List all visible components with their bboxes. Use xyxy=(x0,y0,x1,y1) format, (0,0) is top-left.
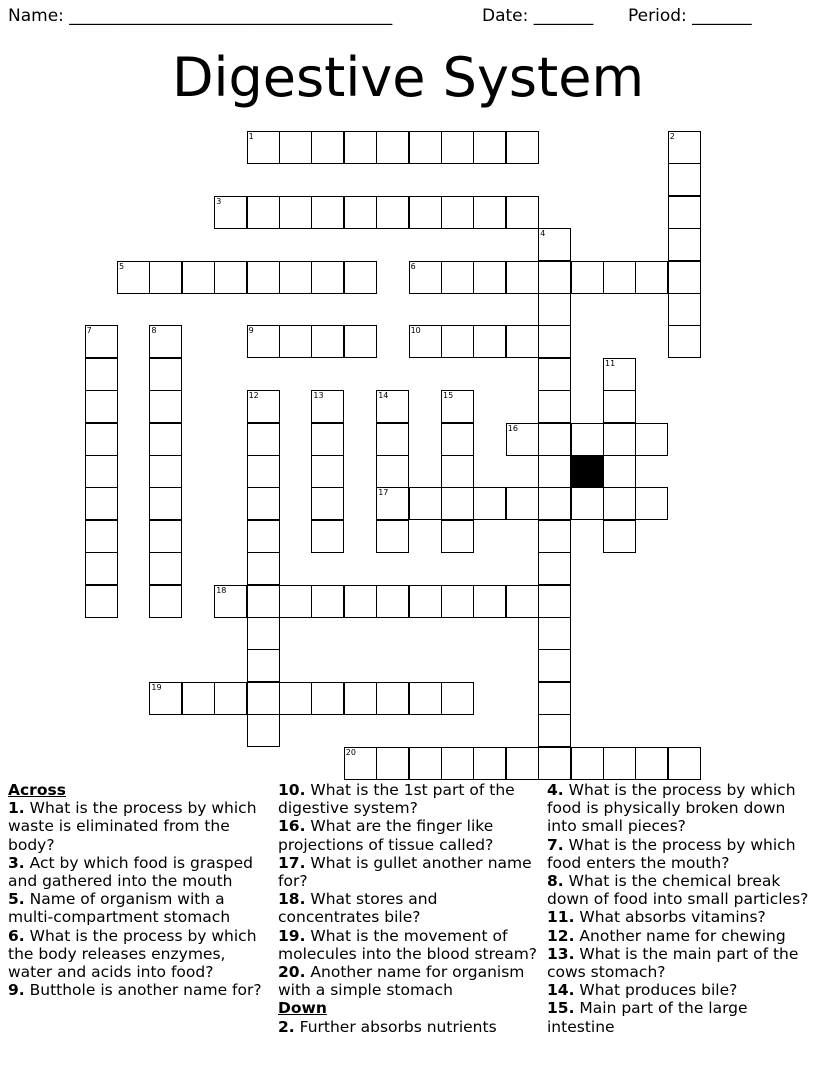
cell-number: 4 xyxy=(540,229,546,239)
crossword-cell[interactable] xyxy=(376,455,409,488)
cell-number: 1 xyxy=(248,132,254,141)
crossword-cell[interactable] xyxy=(538,228,571,261)
crossword-cell[interactable] xyxy=(182,682,215,715)
crossword-cell[interactable] xyxy=(85,585,118,618)
crossword-cell[interactable] xyxy=(506,196,539,229)
crossword-cell[interactable] xyxy=(441,455,474,488)
crossword-cell[interactable] xyxy=(214,196,247,229)
crossword-cell[interactable] xyxy=(538,552,571,585)
crossword-cell[interactable] xyxy=(538,261,571,294)
cell-number: 8 xyxy=(151,326,157,336)
cell-number: 17 xyxy=(378,488,389,498)
crossword-cell[interactable] xyxy=(571,747,604,780)
cell-number: 3 xyxy=(216,196,222,206)
crossword-cell[interactable] xyxy=(247,520,280,553)
crossword-cell[interactable] xyxy=(538,455,571,488)
crossword-cell[interactable] xyxy=(506,747,539,780)
crossword-cell[interactable] xyxy=(441,682,474,715)
crossword-cell[interactable] xyxy=(247,455,280,488)
crossword-cell[interactable] xyxy=(668,196,701,229)
crossword-cell[interactable] xyxy=(279,325,312,358)
period-field-label: Period: _______ xyxy=(628,6,752,26)
crossword-cell[interactable] xyxy=(376,520,409,553)
crossword-cell[interactable] xyxy=(635,423,668,456)
crossword-cell[interactable] xyxy=(311,455,344,488)
crossword-cell[interactable] xyxy=(473,196,506,229)
clue-down-7: 7. What is the process by which food enters the mouth? xyxy=(547,835,796,872)
crossword-cell[interactable] xyxy=(441,487,474,520)
crossword-cell[interactable] xyxy=(668,747,701,780)
cell-number: 6 xyxy=(410,261,416,271)
crossword-cell[interactable] xyxy=(441,261,474,294)
crossword-cell[interactable] xyxy=(85,325,118,358)
cell-number: 10 xyxy=(410,326,421,336)
crossword-cell[interactable] xyxy=(441,423,474,456)
crossword-cell[interactable] xyxy=(149,487,182,520)
crossword-cell[interactable] xyxy=(182,261,215,294)
crossword-cell[interactable] xyxy=(409,261,442,294)
crossword-cell[interactable] xyxy=(635,261,668,294)
crossword-cell[interactable] xyxy=(668,163,701,196)
crossword-cell[interactable] xyxy=(538,293,571,326)
crossword-cell[interactable] xyxy=(214,682,247,715)
crossword-cell[interactable] xyxy=(441,585,474,618)
cell-number: 7 xyxy=(86,326,92,336)
crossword-cell[interactable] xyxy=(149,390,182,423)
crossword-cell[interactable] xyxy=(603,520,636,553)
crossword-cell[interactable] xyxy=(247,649,280,682)
crossword-cell[interactable] xyxy=(506,487,539,520)
crossword-cell[interactable] xyxy=(668,261,701,294)
crossword-cell[interactable] xyxy=(279,682,312,715)
crossword-cell[interactable] xyxy=(538,487,571,520)
crossword-cell[interactable] xyxy=(571,487,604,520)
crossword-cell[interactable] xyxy=(149,552,182,585)
crossword-cell[interactable] xyxy=(409,585,442,618)
down-heading: Down xyxy=(278,999,327,1018)
crossword-cell[interactable] xyxy=(149,261,182,294)
crossword-cell[interactable] xyxy=(149,682,182,715)
crossword-cell[interactable] xyxy=(668,325,701,358)
crossword-cell[interactable] xyxy=(344,682,377,715)
crossword-cell[interactable] xyxy=(506,131,539,164)
cell-number: 5 xyxy=(119,261,125,271)
clue-down-12: 12. Another name for chewing xyxy=(547,926,786,945)
crossword-cell[interactable] xyxy=(473,585,506,618)
crossword-cell[interactable] xyxy=(247,196,280,229)
clue-column-1 xyxy=(8,781,270,999)
crossword-cell[interactable] xyxy=(344,585,377,618)
crossword-cell[interactable] xyxy=(603,747,636,780)
crossword-cell[interactable] xyxy=(149,455,182,488)
crossword-cell[interactable] xyxy=(538,682,571,715)
crossword-cell[interactable] xyxy=(506,585,539,618)
crossword-cell[interactable] xyxy=(668,228,701,261)
crossword-cell[interactable] xyxy=(344,325,377,358)
cell-number: 18 xyxy=(216,585,227,595)
crossword-cell[interactable] xyxy=(538,358,571,391)
crossword-cell[interactable] xyxy=(214,261,247,294)
crossword-cell[interactable] xyxy=(376,196,409,229)
crossword-cell[interactable] xyxy=(247,487,280,520)
date-field-label: Date: _______ xyxy=(482,6,594,26)
crossword-cell[interactable] xyxy=(376,682,409,715)
name-field-label: Name: ______________________________________ xyxy=(8,6,393,26)
crossword-cell[interactable] xyxy=(409,747,442,780)
clue-across-9: 9. Butthole is another name for? xyxy=(8,981,262,1000)
crossword-cell[interactable] xyxy=(571,423,604,456)
crossword-cell[interactable] xyxy=(85,455,118,488)
clue-down-11: 11. What absorbs vitamins? xyxy=(547,908,766,927)
crossword-cell[interactable] xyxy=(279,196,312,229)
crossword-cell[interactable] xyxy=(85,390,118,423)
cell-number: 13 xyxy=(313,391,324,401)
crossword-cell[interactable] xyxy=(473,261,506,294)
clue-across-1: 1. What is the process by which waste is eliminated from the body? xyxy=(8,799,257,854)
clue-across-16: 16. What are the finger like projections of tissue called? xyxy=(278,817,494,854)
crossword-cell[interactable] xyxy=(85,487,118,520)
crossword-cell[interactable] xyxy=(311,423,344,456)
crossword-cell[interactable] xyxy=(506,423,539,456)
crossword-cell[interactable] xyxy=(311,390,344,423)
crossword-cell[interactable] xyxy=(506,261,539,294)
cell-number: 20 xyxy=(345,747,356,757)
crossword-cell[interactable] xyxy=(376,487,409,520)
crossword-cell[interactable] xyxy=(538,520,571,553)
crossword-cell[interactable] xyxy=(538,714,571,747)
crossword-cell[interactable] xyxy=(571,261,604,294)
crossword-cell[interactable] xyxy=(85,552,118,585)
crossword-cell[interactable] xyxy=(247,423,280,456)
crossword-cell[interactable] xyxy=(538,649,571,682)
crossword-cell[interactable] xyxy=(473,747,506,780)
crossword-cell[interactable] xyxy=(247,390,280,423)
crossword-cell[interactable] xyxy=(149,585,182,618)
crossword-cell[interactable] xyxy=(538,325,571,358)
crossword-cell[interactable] xyxy=(603,487,636,520)
crossword-cell[interactable] xyxy=(311,585,344,618)
crossword-cell[interactable] xyxy=(214,585,247,618)
crossword-cell[interactable] xyxy=(311,196,344,229)
cell-number: 16 xyxy=(507,423,518,433)
clue-down-8: 8. What is the chemical break down of food into small particles? xyxy=(547,872,809,909)
clue-down-2: 2. Further absorbs nutrients xyxy=(278,1017,497,1036)
crossword-cell[interactable] xyxy=(603,423,636,456)
cell-number: 11 xyxy=(605,358,616,368)
clue-down-15: 15. Main part of the large intestine xyxy=(547,999,748,1036)
crossword-cell[interactable] xyxy=(279,261,312,294)
cell-number: 15 xyxy=(443,391,454,401)
cell-number: 12 xyxy=(248,391,259,401)
crossword-cell[interactable] xyxy=(538,390,571,423)
crossword-cell[interactable] xyxy=(603,390,636,423)
clue-across-17: 17. What is gullet another name for? xyxy=(278,853,532,891)
clue-across-3: 3. Act by which food is grasped and gathered into the mouth xyxy=(8,853,253,891)
crossword-cell[interactable] xyxy=(85,358,118,391)
crossword-cell[interactable] xyxy=(149,325,182,358)
crossword-black-cell xyxy=(571,455,604,488)
crossword-cell[interactable] xyxy=(441,520,474,553)
cell-number: 2 xyxy=(669,132,675,141)
clue-across-6: 6. What is the process by which the body releases enzymes, water and acids into food? xyxy=(8,926,257,982)
crossword-cell[interactable] xyxy=(473,131,506,164)
crossword-cell[interactable] xyxy=(409,487,442,520)
crossword-cell[interactable] xyxy=(376,747,409,780)
crossword-cell[interactable] xyxy=(473,325,506,358)
cell-number: 9 xyxy=(248,326,254,336)
crossword-cell[interactable] xyxy=(311,520,344,553)
clue-across-10: 10. What is the 1st part of the digestive system? xyxy=(278,781,515,818)
crossword-cell[interactable] xyxy=(441,325,474,358)
crossword-cell[interactable] xyxy=(311,131,344,164)
crossword-cell[interactable] xyxy=(635,747,668,780)
clue-across-5: 5. Name of organism with a multi-compartment stomach xyxy=(8,890,231,927)
crossword-cell[interactable] xyxy=(247,552,280,585)
crossword-cell[interactable] xyxy=(603,455,636,488)
crossword-cell[interactable] xyxy=(247,585,280,618)
crossword-cell[interactable] xyxy=(441,196,474,229)
across-heading: Across xyxy=(8,781,66,799)
crossword-cell[interactable] xyxy=(311,325,344,358)
crossword-cell[interactable] xyxy=(247,325,280,358)
crossword-cell[interactable] xyxy=(603,358,636,391)
crossword-cell[interactable] xyxy=(149,358,182,391)
clue-across-18: 18. What stores and concentrates bile? xyxy=(278,890,438,927)
clue-column-2 xyxy=(278,781,540,1036)
crossword-cell[interactable] xyxy=(409,131,442,164)
crossword-cell[interactable] xyxy=(441,131,474,164)
crossword-cell[interactable] xyxy=(279,131,312,164)
clue-across-20: 20. Another name for organism with a simple stomach xyxy=(278,963,525,1000)
crossword-cell[interactable] xyxy=(441,390,474,423)
crossword-cell[interactable] xyxy=(311,261,344,294)
crossword-cell[interactable] xyxy=(247,714,280,747)
crossword-cell[interactable] xyxy=(473,487,506,520)
crossword-cell[interactable] xyxy=(376,585,409,618)
crossword-cell[interactable] xyxy=(247,617,280,650)
clue-column-3 xyxy=(547,781,809,1036)
crossword-cell[interactable] xyxy=(247,682,280,715)
crossword-cell[interactable] xyxy=(311,682,344,715)
crossword-cell[interactable] xyxy=(441,747,474,780)
crossword-cell[interactable] xyxy=(376,131,409,164)
crossword-cell[interactable] xyxy=(538,423,571,456)
crossword-cell[interactable] xyxy=(409,325,442,358)
crossword-cell[interactable] xyxy=(344,747,377,780)
crossword-cell[interactable] xyxy=(538,747,571,780)
crossword-cell[interactable] xyxy=(247,131,280,164)
crossword-cell[interactable] xyxy=(344,131,377,164)
cell-number: 14 xyxy=(378,391,389,401)
crossword-cell[interactable] xyxy=(668,131,701,164)
crossword-cell[interactable] xyxy=(538,585,571,618)
crossword-cell[interactable] xyxy=(635,487,668,520)
crossword-cell[interactable] xyxy=(668,293,701,326)
crossword-cell[interactable] xyxy=(409,682,442,715)
crossword-cell[interactable] xyxy=(344,196,377,229)
crossword-cell[interactable] xyxy=(376,390,409,423)
page-title: Digestive System xyxy=(171,46,645,109)
crossword-cell[interactable] xyxy=(603,261,636,294)
crossword-cell[interactable] xyxy=(149,520,182,553)
crossword-cell[interactable] xyxy=(409,196,442,229)
crossword-cell[interactable] xyxy=(538,617,571,650)
clue-down-4: 4. What is the process by which food is physically broken down into small pieces? xyxy=(547,781,796,836)
crossword-cell[interactable] xyxy=(247,261,280,294)
clue-across-19: 19. What is the movement of molecules into the blood stream? xyxy=(278,926,538,963)
cell-number: 19 xyxy=(151,682,162,692)
crossword-cell[interactable] xyxy=(117,261,150,294)
clue-down-14: 14. What produces bile? xyxy=(547,981,738,1000)
crossword-cell[interactable] xyxy=(279,585,312,618)
crossword-cell[interactable] xyxy=(85,423,118,456)
crossword-cell[interactable] xyxy=(376,423,409,456)
clue-down-13: 13. What is the main part of the cows stomach? xyxy=(547,944,799,982)
crossword-cell[interactable] xyxy=(149,423,182,456)
crossword-cell[interactable] xyxy=(311,487,344,520)
crossword-cell[interactable] xyxy=(344,261,377,294)
crossword-cell[interactable] xyxy=(506,325,539,358)
crossword-cell[interactable] xyxy=(85,520,118,553)
